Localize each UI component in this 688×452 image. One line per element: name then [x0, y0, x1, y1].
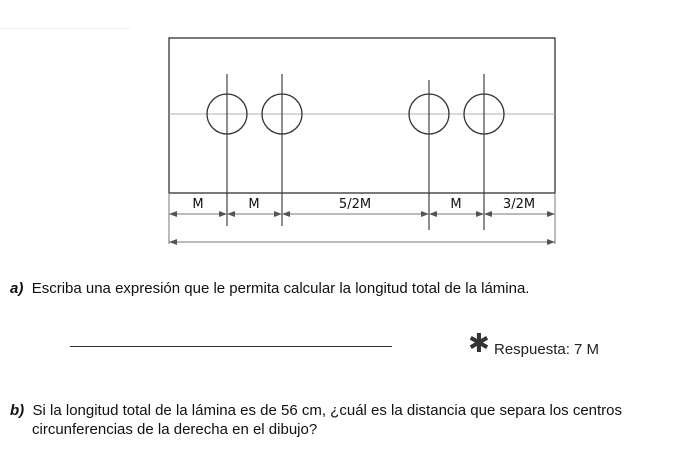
overall-arrow-right [547, 239, 555, 245]
dimension-label-3: 5/2M [338, 197, 372, 212]
question-a [10, 279, 529, 298]
asterisk-icon: ✱ [468, 328, 490, 358]
answer-label: Respuesta: 7 M [494, 341, 600, 358]
question-a-text: Escriba una expresión que le permita calcular la longitud total de la lámina. [31, 280, 530, 297]
question-b-text-line2: circunferencias de la derecha en el dibujo? [32, 421, 318, 438]
dimension-label-5: 3/2M [502, 197, 536, 212]
question-b-letter: b) [10, 402, 25, 419]
answer-line[interactable] [70, 346, 392, 347]
question-b-text-line1: Si la longitud total de la lámina es de 56 cm, ¿cuál es la distancia que separa los centros [32, 402, 623, 419]
overall-arrow-left [169, 239, 177, 245]
question-b-continuation [32, 420, 317, 439]
dimension-label-2: M [248, 197, 260, 212]
dimension-label-1: M [192, 197, 204, 212]
question-a-letter: a) [10, 280, 24, 297]
dimension-label-4: M [450, 197, 462, 212]
question-b [10, 401, 622, 420]
